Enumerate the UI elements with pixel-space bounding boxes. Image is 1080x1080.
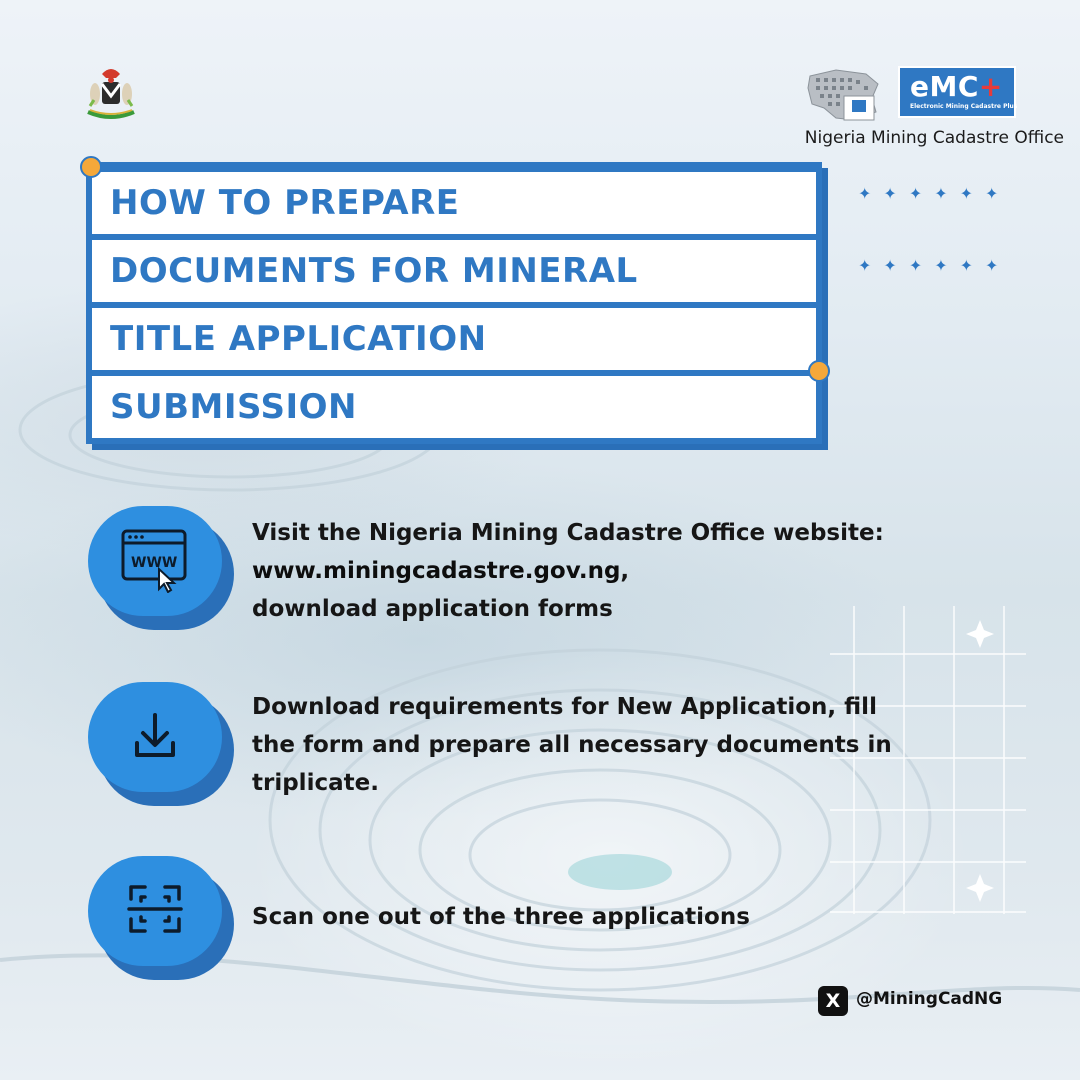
- title-line: TITLE APPLICATION: [92, 308, 816, 370]
- title-block: [86, 162, 822, 444]
- social-handle[interactable]: @MiningCadNG: [856, 989, 1003, 1009]
- step-badge: [88, 506, 238, 626]
- step-badge: [88, 856, 238, 976]
- www-browser-icon: [121, 527, 191, 593]
- title-line: DOCUMENTS FOR MINERAL: [92, 240, 816, 302]
- step-2-text: Download requirements for New Application, fill the form and prepare all necessary documents in triplicate.: [252, 694, 892, 796]
- title-line: HOW TO PREPARE: [92, 172, 816, 234]
- step-1-text: [252, 514, 972, 628]
- step-3: [88, 856, 1008, 986]
- nigeria-map-logo-icon: [806, 68, 882, 124]
- step-1-url-suffix: ,: [620, 558, 630, 584]
- emc-logo: [898, 66, 1016, 118]
- step-1-line3: download application forms: [252, 596, 613, 622]
- x-logo-icon: X: [818, 986, 848, 1016]
- emc-logo-subtitle: Electronic Mining Cadastre Plus: [910, 103, 1018, 110]
- sparkle-row-decoration: ✦✦✦✦✦✦: [858, 256, 1011, 275]
- step-2: [88, 682, 1008, 812]
- coat-of-arms-icon: [80, 60, 142, 122]
- title-line: SUBMISSION: [92, 376, 816, 438]
- scan-icon: [121, 877, 191, 943]
- sparkle-row-decoration: ✦✦✦✦✦✦: [858, 184, 1011, 203]
- org-name: Nigeria Mining Cadastre Office: [804, 128, 1064, 148]
- website-link[interactable]: www.miningcadastre.gov.ng: [252, 558, 621, 584]
- orange-dot-decoration: [808, 360, 830, 382]
- orange-dot-decoration: [80, 156, 102, 178]
- step-1: [88, 506, 1008, 636]
- step-3-text: Scan one out of the three applications: [252, 904, 750, 930]
- download-icon: [121, 703, 191, 769]
- emc-logo-main: eMC: [910, 70, 979, 103]
- step-1-line1: Visit the Nigeria Mining Cadastre Office website:: [252, 520, 884, 546]
- emc-logo-plus: +: [978, 70, 1003, 103]
- step-badge: [88, 682, 238, 802]
- svg-text:WWW: WWW: [131, 555, 178, 571]
